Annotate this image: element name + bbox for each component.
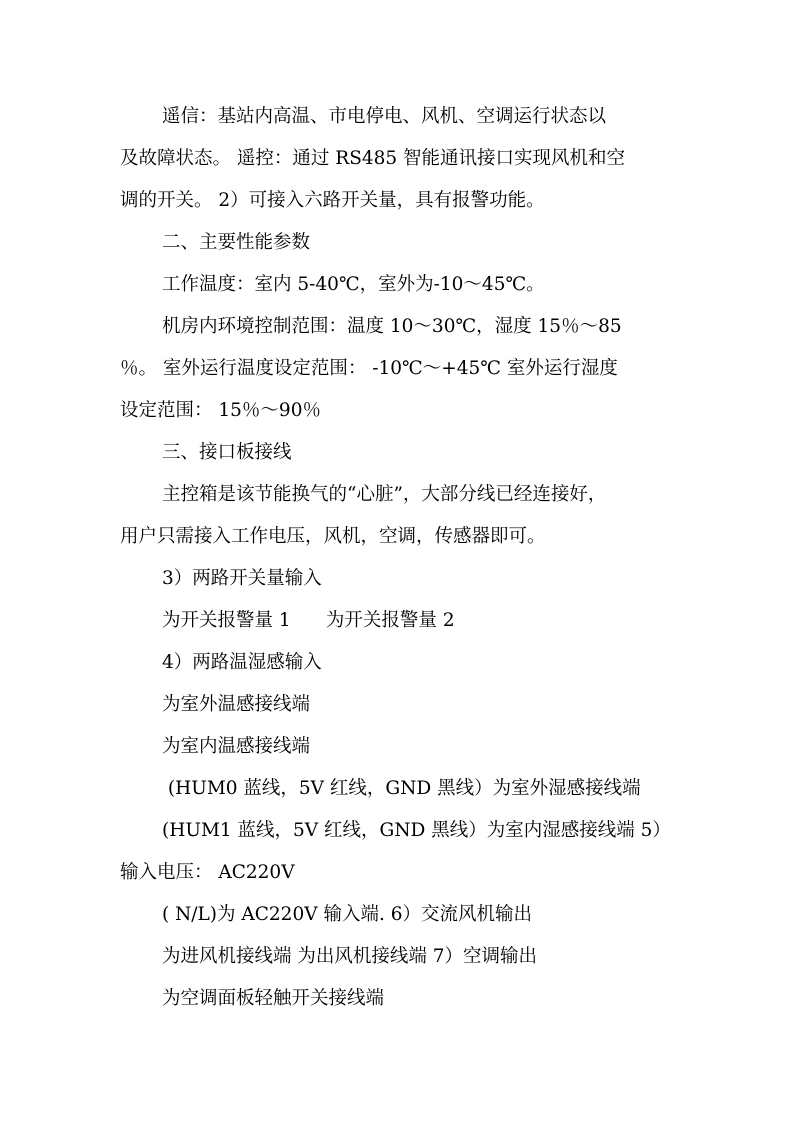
- list-item: 3）两路开关量输入: [162, 568, 322, 589]
- paragraph-line: (HUM0 蓝线，5V 红线，GND 黑线）为室外湿感接线端: [162, 778, 641, 799]
- section-heading: 三、接口板接线: [162, 442, 292, 463]
- section-heading: 二、主要性能参数: [162, 232, 311, 253]
- paragraph-line: 机房内环境控制范围：温度 10～30℃，湿度 15％～85: [162, 316, 622, 337]
- document-page: [120, 96, 676, 1020]
- paragraph-line: 调的开关。 2）可接入六路开关量，具有报警功能。: [120, 190, 545, 211]
- list-item: 4）两路温湿感输入: [162, 652, 322, 673]
- paragraph-line: 设定范围： 15％～90％: [120, 400, 321, 421]
- paragraph-line: 为空调面板轻触开关接线端: [162, 988, 385, 1009]
- paragraph-line: 遥信：基站内高温、市电停电、风机、空调运行状态以: [162, 106, 607, 127]
- paragraph-line: 为进风机接线端 为出风机接线端 7）空调输出: [162, 946, 538, 967]
- paragraph-line: ( N/L)为 AC220V 输入端. 6）交流风机输出: [162, 904, 533, 925]
- paragraph-line: ％。 室外运行温度设定范围： -10℃～+45℃ 室外运行湿度: [120, 358, 618, 379]
- paragraph-line: 为室内温感接线端: [162, 736, 311, 757]
- paragraph-line: (HUM1 蓝线，5V 红线，GND 黑线）为室内湿感接线端 5）: [162, 820, 671, 841]
- paragraph-line: 输入电压： AC220V: [120, 862, 295, 883]
- paragraph-line: 用户只需接入工作电压，风机，空调，传感器即可。: [120, 526, 546, 547]
- paragraph-line: 为开关报警量 1 为开关报警量 2: [162, 610, 455, 631]
- paragraph-line: 工作温度：室内 5-40℃，室外为-10～45℃。: [162, 274, 545, 295]
- paragraph-line: 主控箱是该节能换气的“心脏”，大部分线已经连接好，: [162, 484, 607, 505]
- paragraph-line: 为室外温感接线端: [162, 694, 311, 715]
- paragraph-line: 及故障状态。 遥控：通过 RS485 智能通讯接口实现风机和空: [120, 148, 626, 169]
